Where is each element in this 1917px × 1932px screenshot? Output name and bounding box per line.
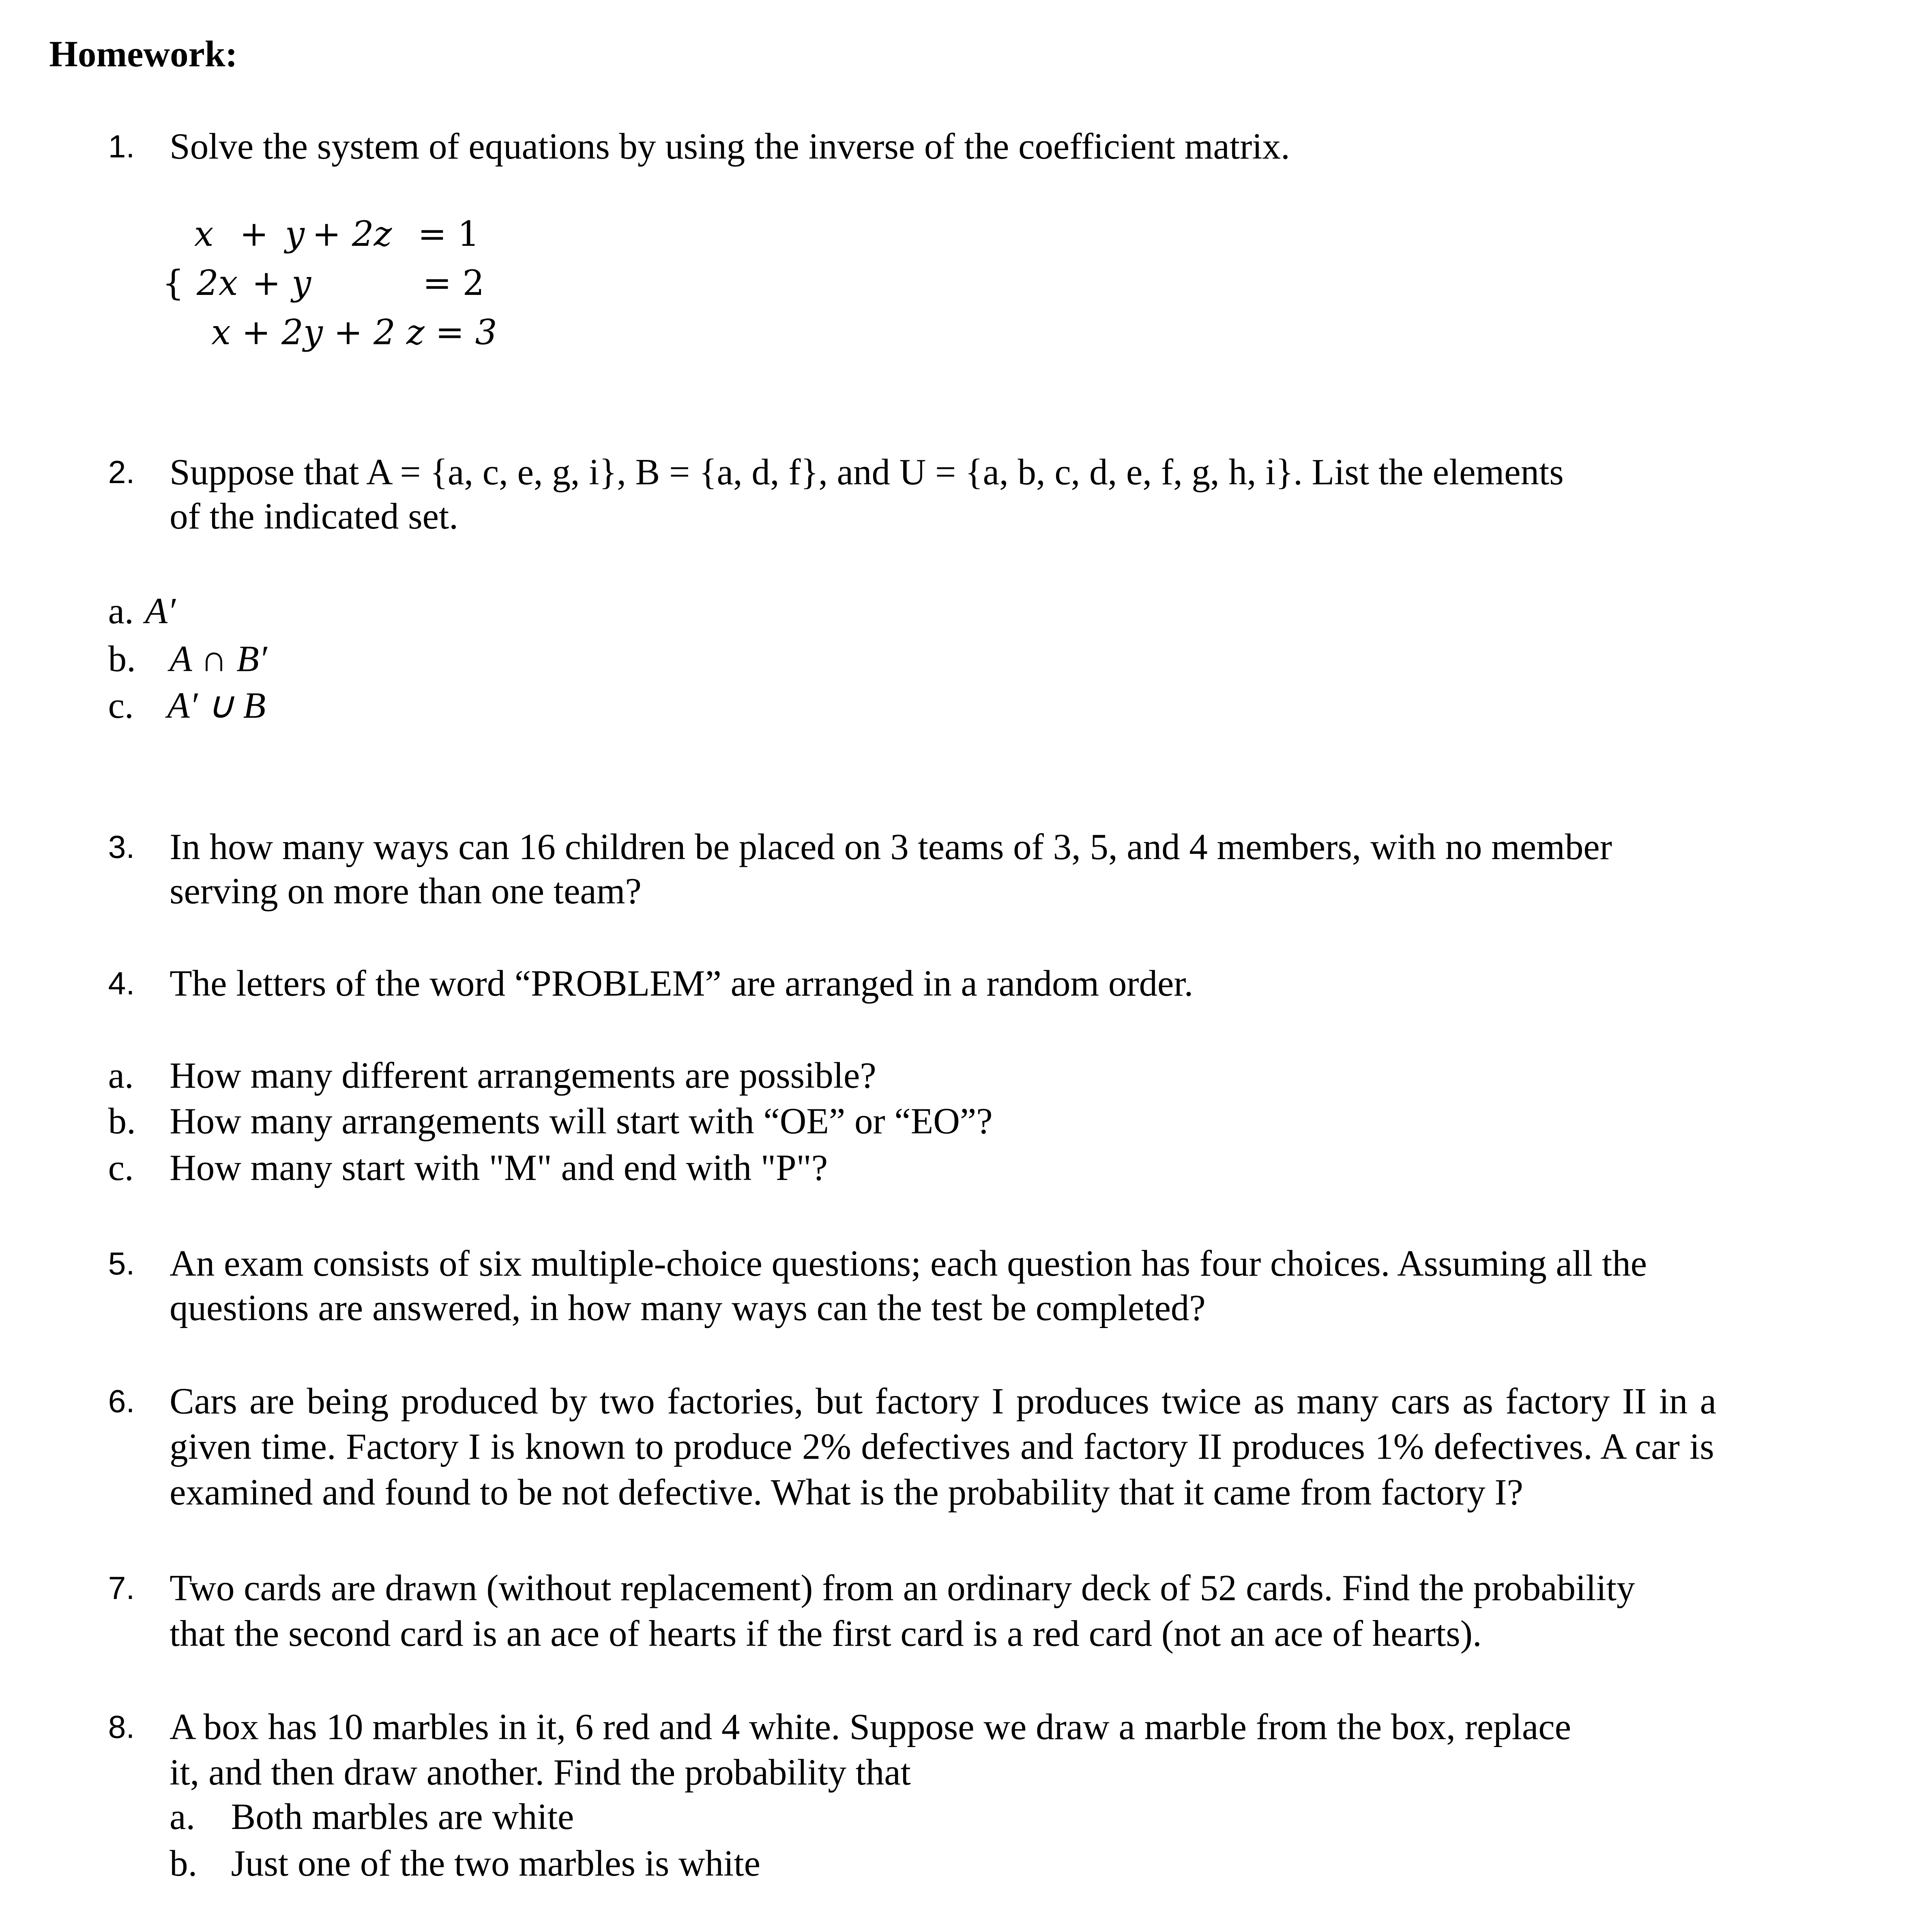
question-3-line: serving on more than one team? bbox=[170, 871, 642, 912]
eq1-term: x bbox=[194, 214, 214, 255]
eq1-term: = 1 bbox=[418, 214, 480, 255]
part-label: a. bbox=[170, 1797, 195, 1837]
question-1-text: Solve the system of equations by using the inverse of the coefficient matrix. bbox=[170, 127, 1290, 168]
question-4-number: 4. bbox=[108, 965, 135, 1002]
question-6-line: examined and found to be not defective. What is the probability that it came from factory I? bbox=[170, 1472, 1523, 1513]
eq2-term: = 2 bbox=[423, 263, 485, 304]
part-label: b. bbox=[170, 1844, 197, 1885]
question-2-line: of the indicated set. bbox=[170, 496, 458, 537]
question-6-line: given time. Factory I is known to produce 2% defectives and factory II produces 1% defectives. A car is bbox=[170, 1427, 1714, 1468]
question-8-line: it, and then draw another. Find the probability that bbox=[170, 1752, 911, 1793]
question-5-line: An exam consists of six multiple-choice questions; each question has four choices. Assuming all the bbox=[170, 1244, 1647, 1285]
part-label: b. bbox=[108, 639, 136, 680]
question-1-number: 1. bbox=[108, 128, 135, 165]
question-6-line: Cars are being produced by two factories, but factory I produces twice as many cars as factory II in a bbox=[170, 1381, 1717, 1422]
question-5-number: 5. bbox=[108, 1245, 135, 1282]
eq1-term: + 2z bbox=[312, 214, 392, 255]
question-2-number: 2. bbox=[108, 453, 135, 491]
part-label: a. bbox=[108, 591, 134, 632]
eq1-term: + bbox=[239, 214, 268, 255]
part-text: How many start with "M" and end with "P"? bbox=[170, 1148, 828, 1189]
part-label: c. bbox=[108, 686, 134, 726]
eq1-term: y bbox=[285, 214, 305, 255]
set-expression: A ∩ B′ bbox=[170, 639, 267, 680]
equation-brace: { bbox=[162, 263, 184, 304]
part-text: Just one of the two marbles is white bbox=[231, 1844, 760, 1885]
question-2-line: Suppose that A = {a, c, e, g, i}, B = {a, d, f}, and U = {a, b, c, d, e, f, g, h, i}. List the elements bbox=[170, 452, 1564, 493]
question-8-line: A box has 10 marbles in it, 6 red and 4 white. Suppose we draw a marble from the box, replace bbox=[170, 1707, 1571, 1748]
set-expression: A′ ∪ B bbox=[167, 686, 266, 726]
question-7-line: that the second card is an ace of hearts if the first card is a red card (not an ace of hearts). bbox=[170, 1614, 1482, 1655]
page-title: Homework: bbox=[49, 34, 238, 75]
question-8-number: 8. bbox=[108, 1708, 135, 1745]
part-label: a. bbox=[108, 1055, 134, 1096]
question-6-number: 6. bbox=[108, 1382, 135, 1420]
part-text: How many different arrangements are possible? bbox=[170, 1055, 876, 1096]
question-5-line: questions are answered, in how many ways can the test be completed? bbox=[170, 1288, 1206, 1329]
part-label: b. bbox=[108, 1101, 136, 1142]
eq3: x + 2y + 2 z = 3 bbox=[211, 312, 497, 353]
question-7-number: 7. bbox=[108, 1569, 135, 1607]
question-7-line: Two cards are drawn (without replacement) from an ordinary deck of 52 cards. Find the probability bbox=[170, 1568, 1635, 1609]
question-3-line: In how many ways can 16 children be placed on 3 teams of 3, 5, and 4 members, with no member bbox=[170, 827, 1612, 868]
part-text: Both marbles are white bbox=[231, 1797, 574, 1837]
eq2-term: 2x bbox=[196, 263, 238, 304]
set-expression: A′ bbox=[145, 591, 176, 632]
question-4-line: The letters of the word “PROBLEM” are arranged in a random order. bbox=[170, 963, 1194, 1004]
part-text: How many arrangements will start with “OE” or “EO”? bbox=[170, 1101, 993, 1142]
question-3-number: 3. bbox=[108, 828, 135, 866]
part-label: c. bbox=[108, 1148, 134, 1189]
eq2-term: + y bbox=[252, 263, 311, 304]
